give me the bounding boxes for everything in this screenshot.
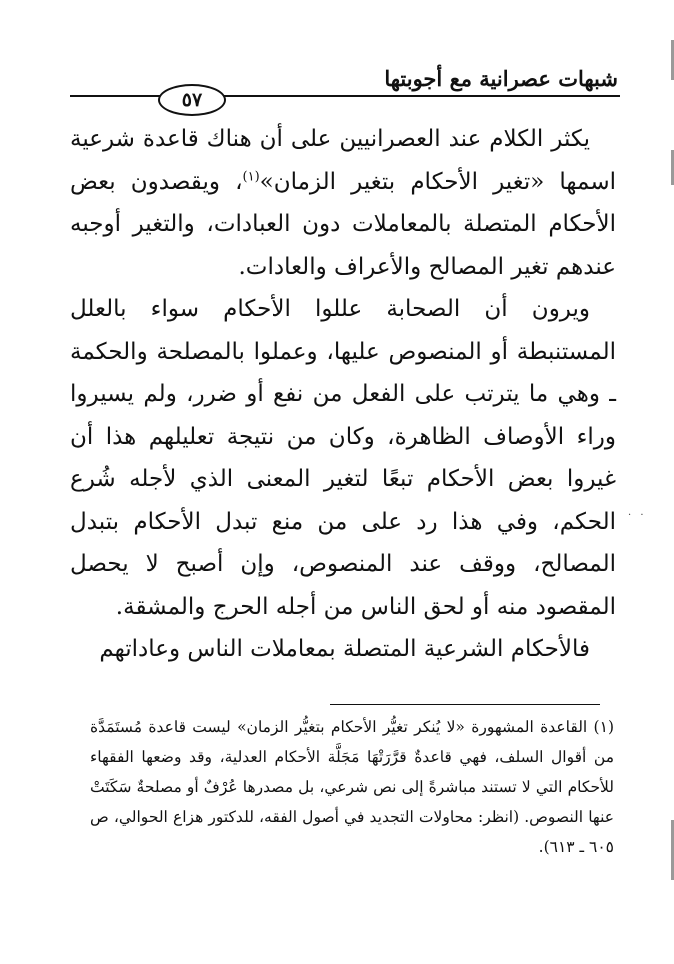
footnote-text: (١) القاعدة المشهورة «لا يُنكر تغيُّر الأحكام بتغيُّر الزمان» ليست قاعدة مُستَمَدَّة من أقوال السلف، فهي قاعدةٌ قرَّرَتْهَا مَجَلَّة الأحكام العدلية، وقد وضعها الفقهاء للأحكام التي لا تستند مباشرةً إلى نص شرعي، بل مصدرها عُرْفٌ أو مصلحةٌ سَكَتَتْ عنها النصوص. (انظر: محاولات التجديد في أصول الفقه، للدكتور هزاع الحوالي، ص ٦٠٥ ـ ٦١٣).: [90, 718, 614, 856]
footnote-separator: [330, 704, 600, 705]
running-header-title: شبهات عصرانية مع أجوبتها: [384, 66, 618, 91]
paragraph: فالأحكام الشرعية المتصلة بمعاملات الناس وعاداتهم: [99, 636, 590, 662]
paragraph-text: يكثر الكلام عند العصرانيين على أن هناك قاعدة شرعية اسمها «تغير الأحكام بتغير الزمان»: [70, 126, 616, 195]
paragraph: ويرون أن الصحابة عللوا الأحكام سواء بالعلل المستنبطة أو المنصوص عليها، وعملوا بالمصلحة والحكمة ـ وهي ما يترتب على الفعل من نفع أو ضرر، ولم يسيروا وراء الأوصاف الظاهرة، وكان من نتيجة تعليلهم هذا أن غيروا بعض الأحكام تبعًا لتغير المعنى الذي لأجله شُرع الحكم، وفي هذا رد على من منع تبدل الأحكام بتبدل المصالح، ووقف عند المنصوص، وإن أصبح لا يحصل المقصود منه أو لحق الناس من أجله الحرج والمشقة.: [70, 296, 616, 620]
body-text: [70, 118, 616, 671]
paragraph-text: ، ويقصدون بعض الأحكام المتصلة بالمعاملات دون العبادات، والتغير أوجبه عندهم تغير المصالح والأعراف والعادات.: [70, 168, 616, 280]
paragraph: [70, 118, 616, 288]
footnote-reference: (١): [242, 168, 260, 184]
footnote: [90, 712, 614, 862]
page-number: [158, 84, 226, 116]
scan-speck: · ·: [628, 510, 647, 521]
page-number-text: ٥٧: [181, 89, 203, 111]
header-rule: [70, 95, 620, 97]
